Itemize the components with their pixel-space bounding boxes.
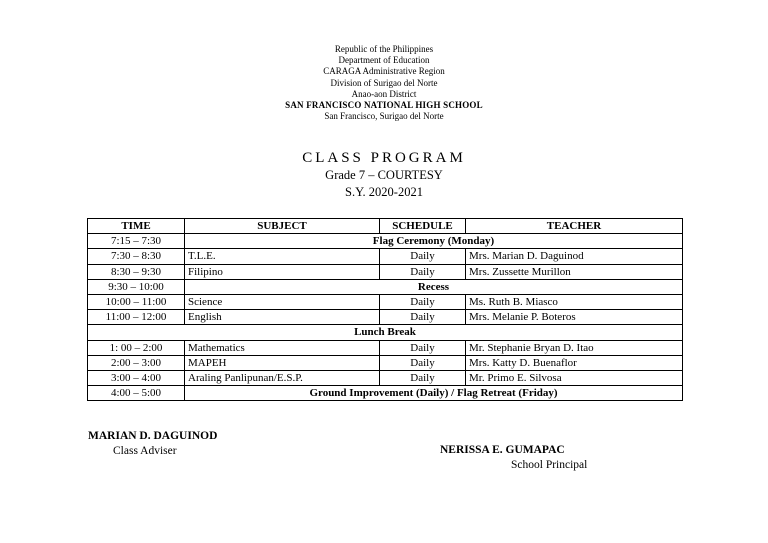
adviser-name: MARIAN D. DAGUINOD [88,430,218,442]
teacher-cell: Ms. Ruth B. Miasco [466,294,683,309]
subject-cell: English [185,310,380,325]
column-header-teacher: TEACHER [466,219,683,234]
table-row [88,294,683,309]
table-header-row [88,219,683,234]
table-row [88,325,683,340]
teacher-cell: Mrs. Melanie P. Boteros [466,310,683,325]
table-row [88,340,683,355]
column-header-time: TIME [88,219,185,234]
table-row [88,279,683,294]
class-program-table [87,218,683,401]
subject-cell: T.L.E. [185,249,380,264]
time-cell: 7:15 – 7:30 [88,234,185,249]
subject-cell: Science [185,294,380,309]
time-cell: 8:30 – 9:30 [88,264,185,279]
district-line: Anao-aon District [351,88,417,99]
republic-line: Republic of the Philippines [334,44,434,54]
column-header-subject: SUBJECT [185,219,380,234]
division-line: Division of Surigao del Norte [330,77,438,88]
lunch-break-cell: Lunch Break [88,325,683,340]
time-cell: 7:30 – 8:30 [88,249,185,264]
table-row [88,310,683,325]
teacher-cell: Mr. Primo E. Silvosa [466,370,683,385]
subject-cell: Filipino [185,264,380,279]
time-cell: 2:00 – 3:00 [88,355,185,370]
time-cell: 9:30 – 10:00 [88,279,185,294]
teacher-cell: Mrs. Katty D. Buenaflor [466,355,683,370]
column-header-schedule: SCHEDULE [380,219,466,234]
table-row [88,234,683,249]
time-cell: 3:00 – 4:00 [88,370,185,385]
teacher-cell: Mrs. Zussette Murillon [466,264,683,279]
schedule-cell: Daily [380,249,466,264]
table-row [88,355,683,370]
table-row [88,264,683,279]
schedule-cell: Daily [380,264,466,279]
adviser-signature-block [88,429,217,459]
school-year: S.Y. 2020-2021 [345,185,423,199]
school-address: San Francisco, Surigao del Norte [324,111,444,122]
subject-cell: Mathematics [185,340,380,355]
document-title: CLASS PROGRAM [302,150,466,166]
schedule-cell: Daily [380,355,466,370]
principal-signature-block [440,443,587,473]
schedule-cell: Daily [380,294,466,309]
department-line: Department of Education [338,55,430,66]
table-row [88,249,683,264]
school-name: SAN FRANCISCO NATIONAL HIGH SCHOOL [285,100,483,111]
subject-cell: Araling Panlipunan/E.S.P. [185,370,380,385]
grade-section: Grade 7 – COURTESY [325,168,443,182]
time-cell: 4:00 – 5:00 [88,386,185,401]
activity-cell: Ground Improvement (Daily) / Flag Retreat (Friday) [185,386,683,401]
activity-cell: Recess [185,279,683,294]
time-cell: 10:00 – 11:00 [88,294,185,309]
adviser-role: Class Adviser [113,445,177,457]
letterhead [0,44,768,122]
principal-role: School Principal [511,459,588,471]
region-line: CARAGA Administrative Region [323,66,445,77]
activity-cell: Flag Ceremony (Monday) [185,234,683,249]
table-row [88,370,683,385]
teacher-cell: Mr. Stephanie Bryan D. Itao [466,340,683,355]
title-block [0,149,768,201]
schedule-cell: Daily [380,370,466,385]
principal-name: NERISSA E. GUMAPAC [440,444,565,456]
schedule-cell: Daily [380,310,466,325]
time-cell: 11:00 – 12:00 [88,310,185,325]
time-cell: 1: 00 – 2:00 [88,340,185,355]
schedule-cell: Daily [380,340,466,355]
table-row [88,386,683,401]
teacher-cell: Mrs. Marian D. Daguinod [466,249,683,264]
subject-cell: MAPEH [185,355,380,370]
